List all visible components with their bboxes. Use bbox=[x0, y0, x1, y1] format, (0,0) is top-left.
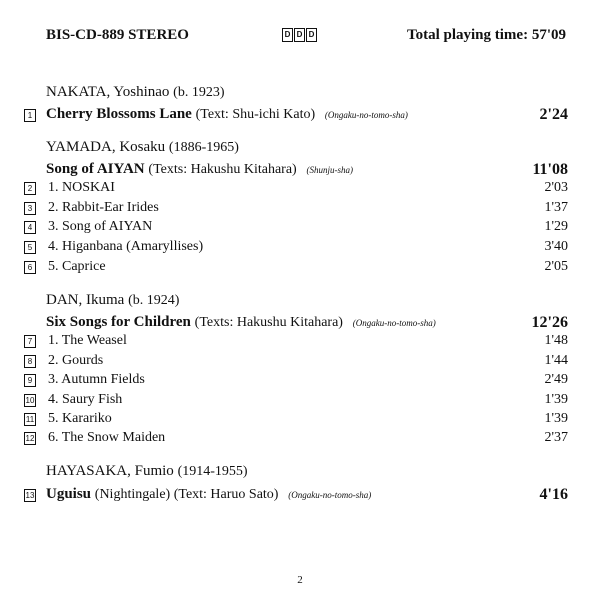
track-row bbox=[24, 239, 568, 257]
composer-name: DAN, Ikuma bbox=[46, 292, 125, 308]
track-title: 2. Rabbit-Ear Irides bbox=[48, 200, 159, 215]
track-row bbox=[24, 200, 568, 218]
composer-dates: (b. 1924) bbox=[128, 293, 180, 308]
composer-heading bbox=[46, 292, 179, 309]
track-number-box: 8 bbox=[24, 355, 36, 368]
track-title: 3. Autumn Fields bbox=[48, 372, 145, 387]
track-duration: 2'05 bbox=[544, 259, 568, 274]
track-row bbox=[24, 333, 568, 351]
track-row bbox=[24, 411, 568, 429]
composer-dates: (1886-1965) bbox=[168, 140, 239, 155]
track-row bbox=[24, 392, 568, 410]
track-number-box: 1 bbox=[24, 109, 36, 122]
track-title: 3. Song of AIYAN bbox=[48, 219, 153, 234]
work-text-credit: (Texts: Hakushu Kitahara) bbox=[148, 162, 297, 177]
track-number-box: 2 bbox=[24, 182, 36, 195]
track-number-box: 3 bbox=[24, 202, 36, 215]
work-text-credit: (Text: Shu-ichi Kato) bbox=[195, 107, 316, 122]
track-number-box: 6 bbox=[24, 261, 36, 274]
track-duration: 1'44 bbox=[544, 353, 568, 368]
work-duration: 4'16 bbox=[539, 486, 568, 503]
composer-dates: (b. 1923) bbox=[173, 85, 225, 100]
composer-heading bbox=[46, 84, 224, 101]
work-row bbox=[25, 486, 568, 503]
work-text-credit: (Texts: Hakushu Kitahara) bbox=[194, 315, 343, 330]
ddd-letter: D bbox=[306, 28, 317, 42]
track-title: 6. The Snow Maiden bbox=[48, 430, 166, 445]
work-title: Song of AIYAN bbox=[46, 161, 145, 177]
work-duration: 11'08 bbox=[532, 161, 568, 178]
composer-heading bbox=[46, 139, 239, 156]
work-title: Uguisu bbox=[46, 486, 92, 502]
track-title: 4. Higanbana (Amaryllises) bbox=[48, 239, 204, 254]
track-number-box: 9 bbox=[24, 374, 36, 387]
composer-dates: (1914-1955) bbox=[177, 464, 248, 479]
track-number-box: 5 bbox=[24, 241, 36, 254]
track-number-box: 10 bbox=[25, 396, 35, 405]
track-number-box: 12 bbox=[25, 434, 35, 443]
track-row bbox=[24, 353, 568, 371]
catalog-number: BIS-CD-889 STEREO bbox=[46, 27, 189, 43]
track-number-box: 11 bbox=[25, 415, 35, 424]
track-number-box: 13 bbox=[25, 491, 35, 500]
track-title: 5. Karariko bbox=[48, 411, 112, 426]
work-title: Cherry Blossoms Lane bbox=[46, 106, 192, 122]
work-duration: 2'24 bbox=[539, 106, 568, 123]
composer-name: NAKATA, Yoshinao bbox=[46, 84, 170, 100]
work-publisher: (Ongaku-no-tomo-sha) bbox=[352, 318, 436, 328]
composer-heading bbox=[46, 463, 248, 480]
track-duration: 3'40 bbox=[544, 239, 568, 254]
track-duration: 2'03 bbox=[544, 180, 568, 195]
track-title: 2. Gourds bbox=[48, 353, 104, 368]
total-playing-time: Total playing time: 57'09 bbox=[406, 27, 566, 43]
page-number: 2 bbox=[297, 574, 303, 586]
track-duration: 2'49 bbox=[544, 372, 568, 387]
track-duration: 1'37 bbox=[544, 200, 568, 215]
track-duration: 1'48 bbox=[544, 333, 568, 348]
work-row bbox=[27, 106, 568, 123]
work-row bbox=[46, 161, 568, 178]
track-row bbox=[24, 219, 568, 237]
work-publisher: (Shunju-sha) bbox=[306, 165, 353, 175]
track-duration: 2'37 bbox=[544, 430, 568, 445]
work-title: Six Songs for Children bbox=[46, 314, 191, 330]
work-duration: 12'26 bbox=[531, 314, 568, 331]
track-row bbox=[24, 180, 568, 198]
track-duration: 1'39 bbox=[544, 411, 568, 426]
track-duration: 1'29 bbox=[544, 219, 568, 234]
track-duration: 1'39 bbox=[544, 392, 568, 407]
work-publisher: (Ongaku-no-tomo-sha) bbox=[324, 110, 408, 120]
track-title: 4. Saury Fish bbox=[48, 392, 123, 407]
track-title: 1. NOSKAI bbox=[48, 180, 115, 195]
work-text-credit: (Nightingale) (Text: Haruo Sato) bbox=[94, 487, 279, 502]
track-row bbox=[24, 430, 568, 448]
track-title: 5. Caprice bbox=[48, 259, 106, 274]
ddd-letter: D bbox=[294, 28, 305, 42]
track-row bbox=[24, 259, 568, 277]
work-row bbox=[46, 314, 568, 331]
track-title: 1. The Weasel bbox=[48, 333, 127, 348]
track-number-box: 7 bbox=[24, 335, 36, 348]
composer-name: HAYASAKA, Fumio bbox=[46, 463, 174, 479]
composer-name: YAMADA, Kosaku bbox=[46, 139, 166, 155]
ddd-badge bbox=[282, 28, 317, 42]
work-publisher: (Ongaku-no-tomo-sha) bbox=[288, 490, 372, 500]
page-header bbox=[0, 27, 600, 47]
track-number-box: 4 bbox=[24, 221, 36, 234]
ddd-letter: D bbox=[282, 28, 293, 42]
track-row bbox=[24, 372, 568, 390]
